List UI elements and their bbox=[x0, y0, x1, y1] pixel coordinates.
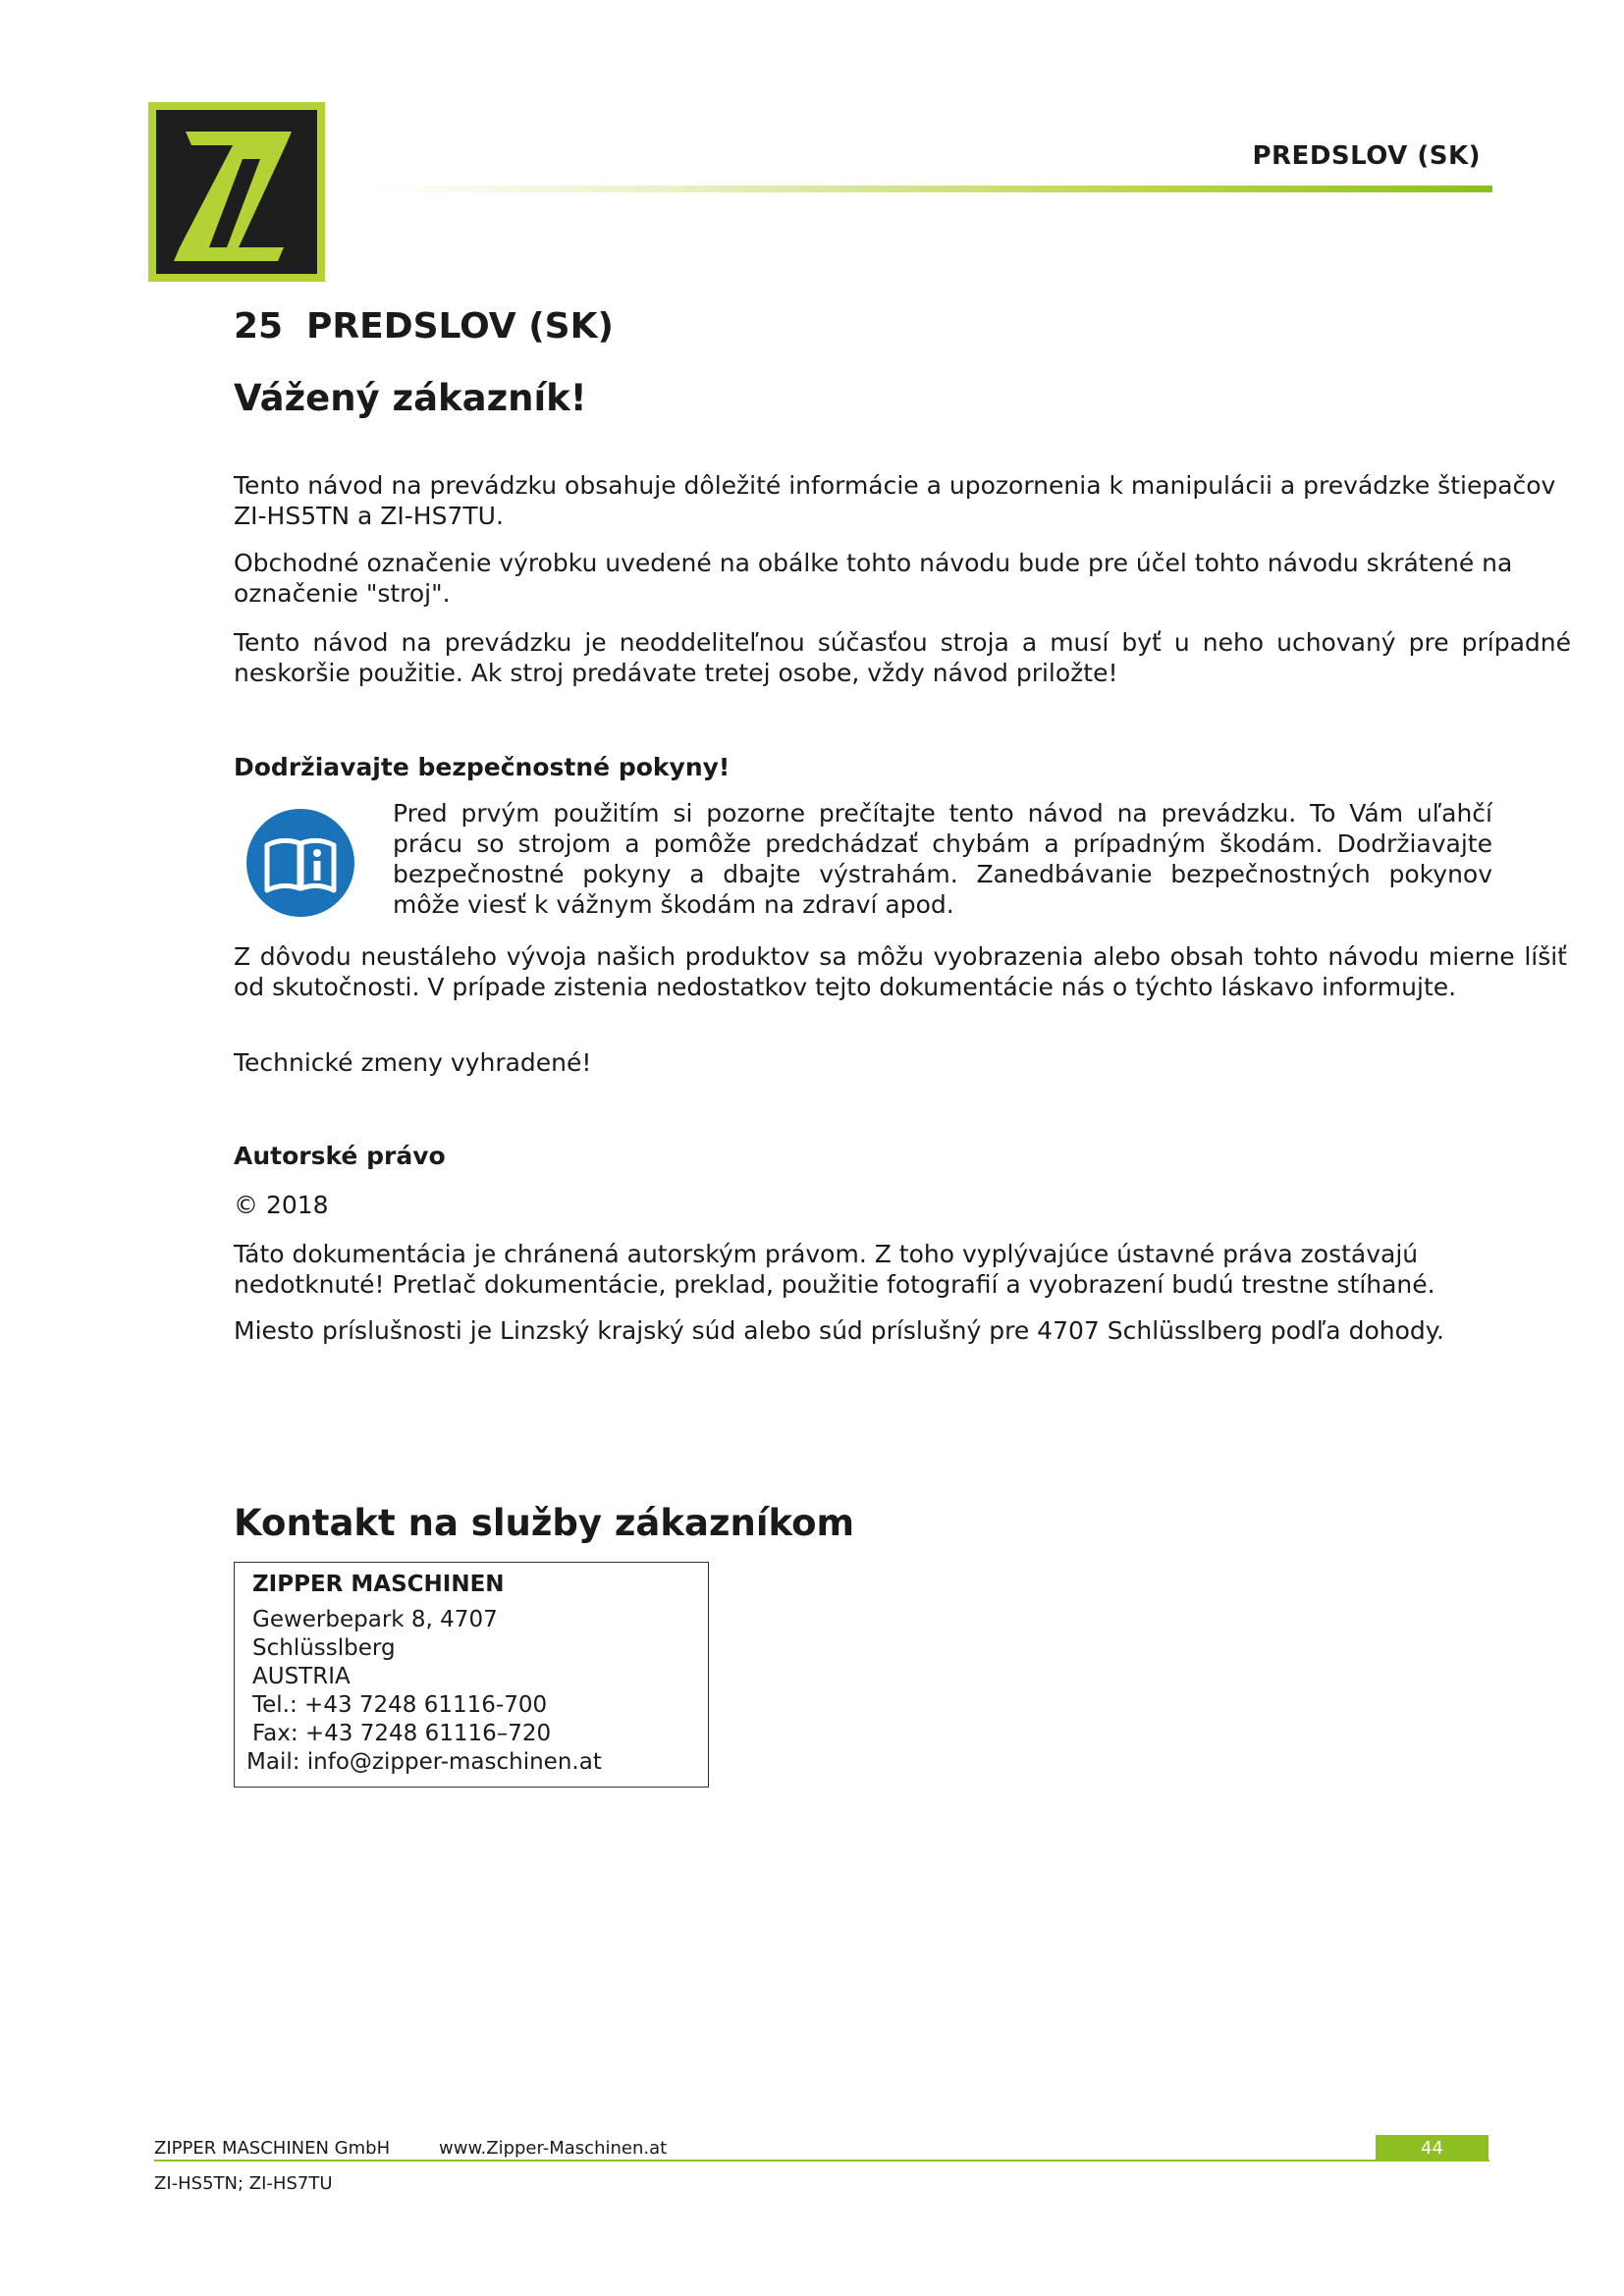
footer-models: ZI-HS5TN; ZI-HS7TU bbox=[154, 2173, 333, 2194]
intro-paragraph-1: Tento návod na prevádzku obsahuje dôležité informácie a upozornenia k manipulácii a prevádzke štiepačov ZI-HS5TN a ZI-HS7TU. bbox=[234, 471, 1556, 530]
brand-logo bbox=[148, 102, 325, 282]
copyright-year: © 2018 bbox=[234, 1191, 329, 1219]
copyright-heading: Autorské právo bbox=[234, 1142, 446, 1170]
contact-fax: Fax: +43 7248 61116–720 bbox=[252, 1721, 552, 1746]
header-rule bbox=[368, 186, 1492, 192]
disclaimer-paragraph: Z dôvodu neustáleho vývoja našich produktov sa môžu vyobrazenia alebo obsah tohto návodu mierne líšiť od skutočnosti. V prípade zistenia nedostatkov tejto dokumentácie nás o týchto láskavo informujte. bbox=[234, 942, 1567, 1001]
intro-paragraph-2: Obchodné označenie výrobku uvedené na obálke tohto návodu bude pre účel tohto návodu skrátené na označenie "stroj". bbox=[234, 549, 1513, 608]
section-title: PREDSLOV (SK) bbox=[306, 306, 614, 347]
page-number: 44 bbox=[1376, 2135, 1489, 2162]
contact-phone: Tel.: +43 7248 61116-700 bbox=[252, 1692, 548, 1718]
jurisdiction-paragraph: Miesto príslušnosti je Linzský krajský súd alebo súd príslušný pre 4707 Schlüsslberg podľa dohody. bbox=[234, 1316, 1444, 1345]
contact-box bbox=[234, 1562, 709, 1788]
contact-city: Schlüsslberg bbox=[252, 1635, 396, 1661]
header-title: PREDSLOV (SK) bbox=[1252, 141, 1481, 171]
technical-changes-note: Technické zmeny vyhradené! bbox=[234, 1048, 592, 1077]
greeting-heading: Vážený zákazník! bbox=[234, 377, 587, 419]
contact-country: AUSTRIA bbox=[252, 1664, 351, 1689]
footer-rule bbox=[154, 2160, 1489, 2162]
contact-heading: Kontakt na služby zákazníkom bbox=[234, 1502, 855, 1544]
footer-url: www.Zipper-Maschinen.at bbox=[439, 2138, 668, 2159]
copyright-paragraph: Táto dokumentácia je chránená autorským právom. Z toho vyplývajúce ústavné práva zostávajú nedotknuté! Pretlač dokumentácie, preklad, použitie fotografií a vyobrazení budú trestne stíhané. bbox=[234, 1240, 1435, 1299]
footer-company: ZIPPER MASCHINEN GmbH bbox=[154, 2138, 391, 2159]
contact-address: Gewerbepark 8, 4707 bbox=[252, 1607, 498, 1632]
contact-email: Mail: info@zipper-maschinen.at bbox=[246, 1749, 602, 1775]
read-manual-icon bbox=[245, 808, 355, 918]
safety-heading: Dodržiavajte bezpečnostné pokyny! bbox=[234, 753, 731, 781]
section-number: 25 bbox=[234, 306, 284, 347]
logo-z-icon bbox=[148, 102, 325, 282]
contact-company: ZIPPER MASCHINEN bbox=[252, 1572, 505, 1597]
intro-paragraph-3: Tento návod na prevádzku je neoddeliteľnou súčasťou stroja a musí byť u neho uchovaný pre prípadné neskoršie použitie. Ak stroj predávate tretej osobe, vždy návod priložte! bbox=[234, 628, 1571, 687]
safety-notice-text: Pred prvým použitím si pozorne prečítajte tento návod na prevádzku. To Vám uľahčí prácu so strojom a pomôže predchádzať chybám a prípadným škodám. Dodržiavajte bezpečnostné pokyny a dbajte výstrahám. Zanedbávanie bezpečnostných pokynov môže viesť k vážnym škodám na zdraví apod. bbox=[393, 799, 1492, 919]
